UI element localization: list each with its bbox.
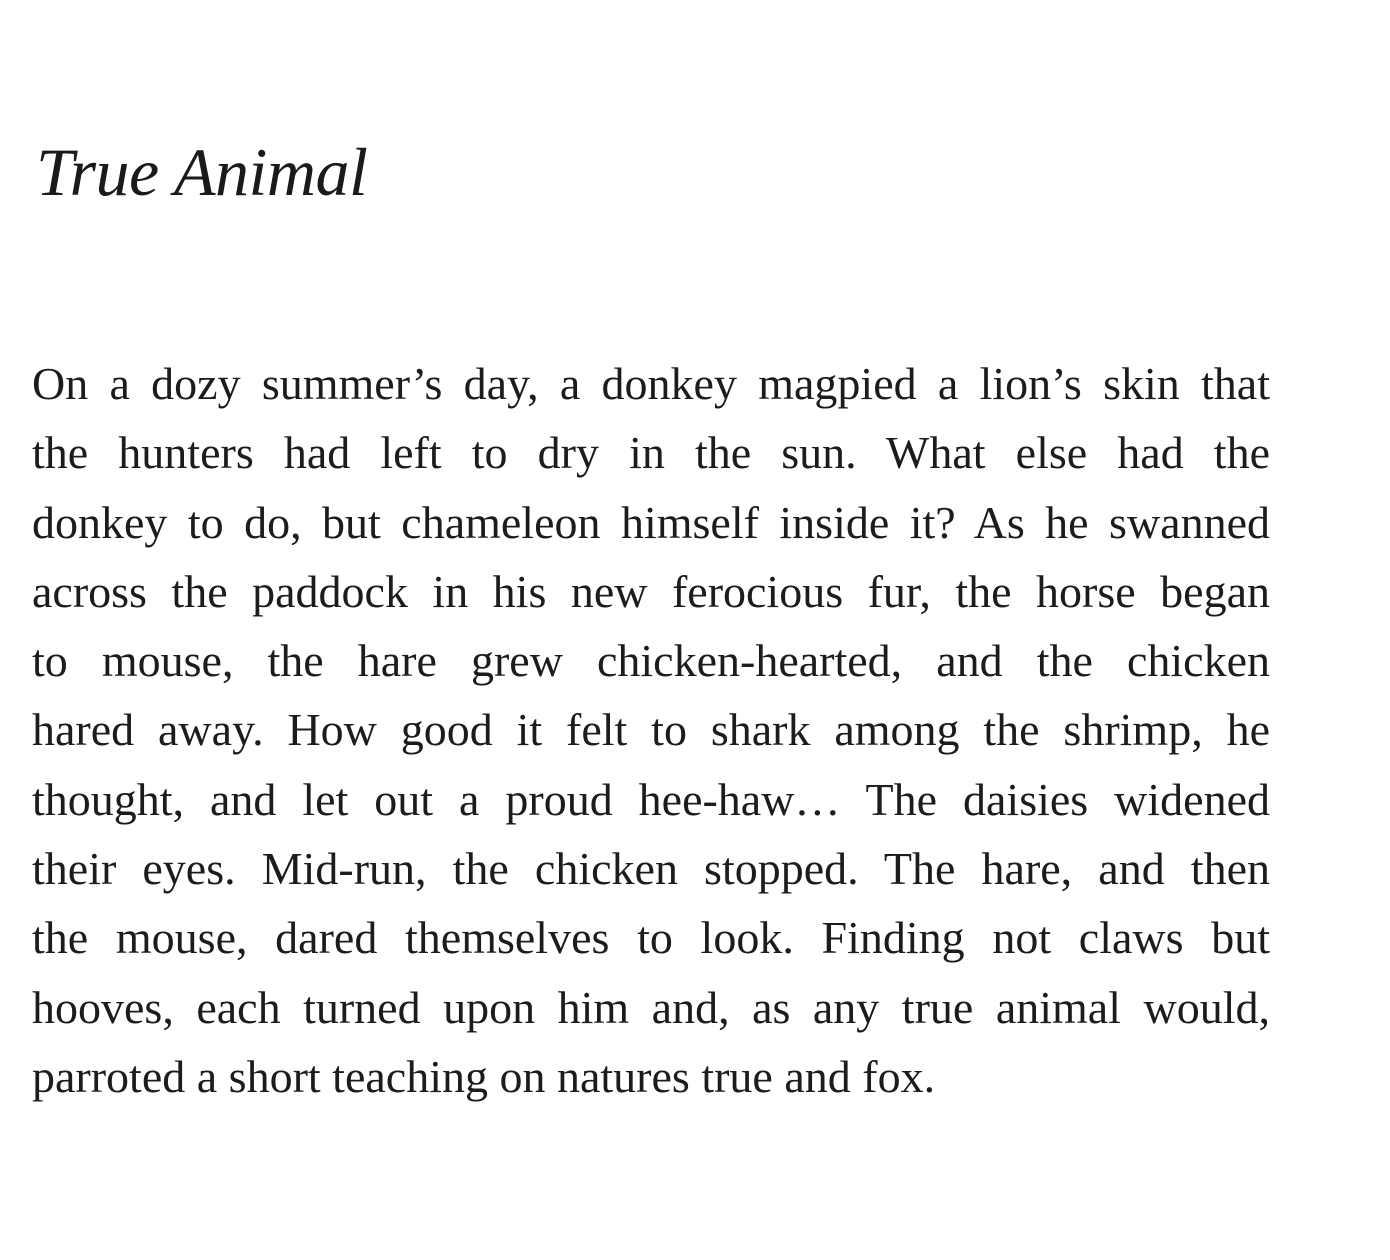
paragraph-line: thought, and let out a proud hee-haw… The daisies widened xyxy=(32,773,1270,825)
paragraph-line: donkey to do, but chameleon himself inside it? As he swanned xyxy=(32,496,1270,548)
paragraph-line: parroted a short teaching on natures true and fox. xyxy=(32,1050,936,1102)
paragraph-line: to mouse, the hare grew chicken-hearted, and the chicken xyxy=(32,635,1270,687)
paragraph-line: the hunters had left to dry in the sun. What else had the xyxy=(32,427,1270,479)
paragraph-line: On a dozy summer’s day, a donkey magpied a lion’s skin that xyxy=(32,358,1270,409)
paragraph-line: hooves, each turned upon him and, as any true animal would, xyxy=(32,981,1270,1033)
paragraph-line: across the paddock in his new ferocious fur, the horse began xyxy=(32,565,1270,617)
paragraph-line: the mouse, dared themselves to look. Finding not claws but xyxy=(32,912,1270,964)
page-title: True Animal xyxy=(36,134,368,210)
story-paragraph xyxy=(32,349,1270,1111)
paragraph-line: their eyes. Mid-run, the chicken stopped. The hare, and then xyxy=(32,843,1270,895)
paragraph-line: hared away. How good it felt to shark among the shrimp, he xyxy=(32,704,1270,756)
